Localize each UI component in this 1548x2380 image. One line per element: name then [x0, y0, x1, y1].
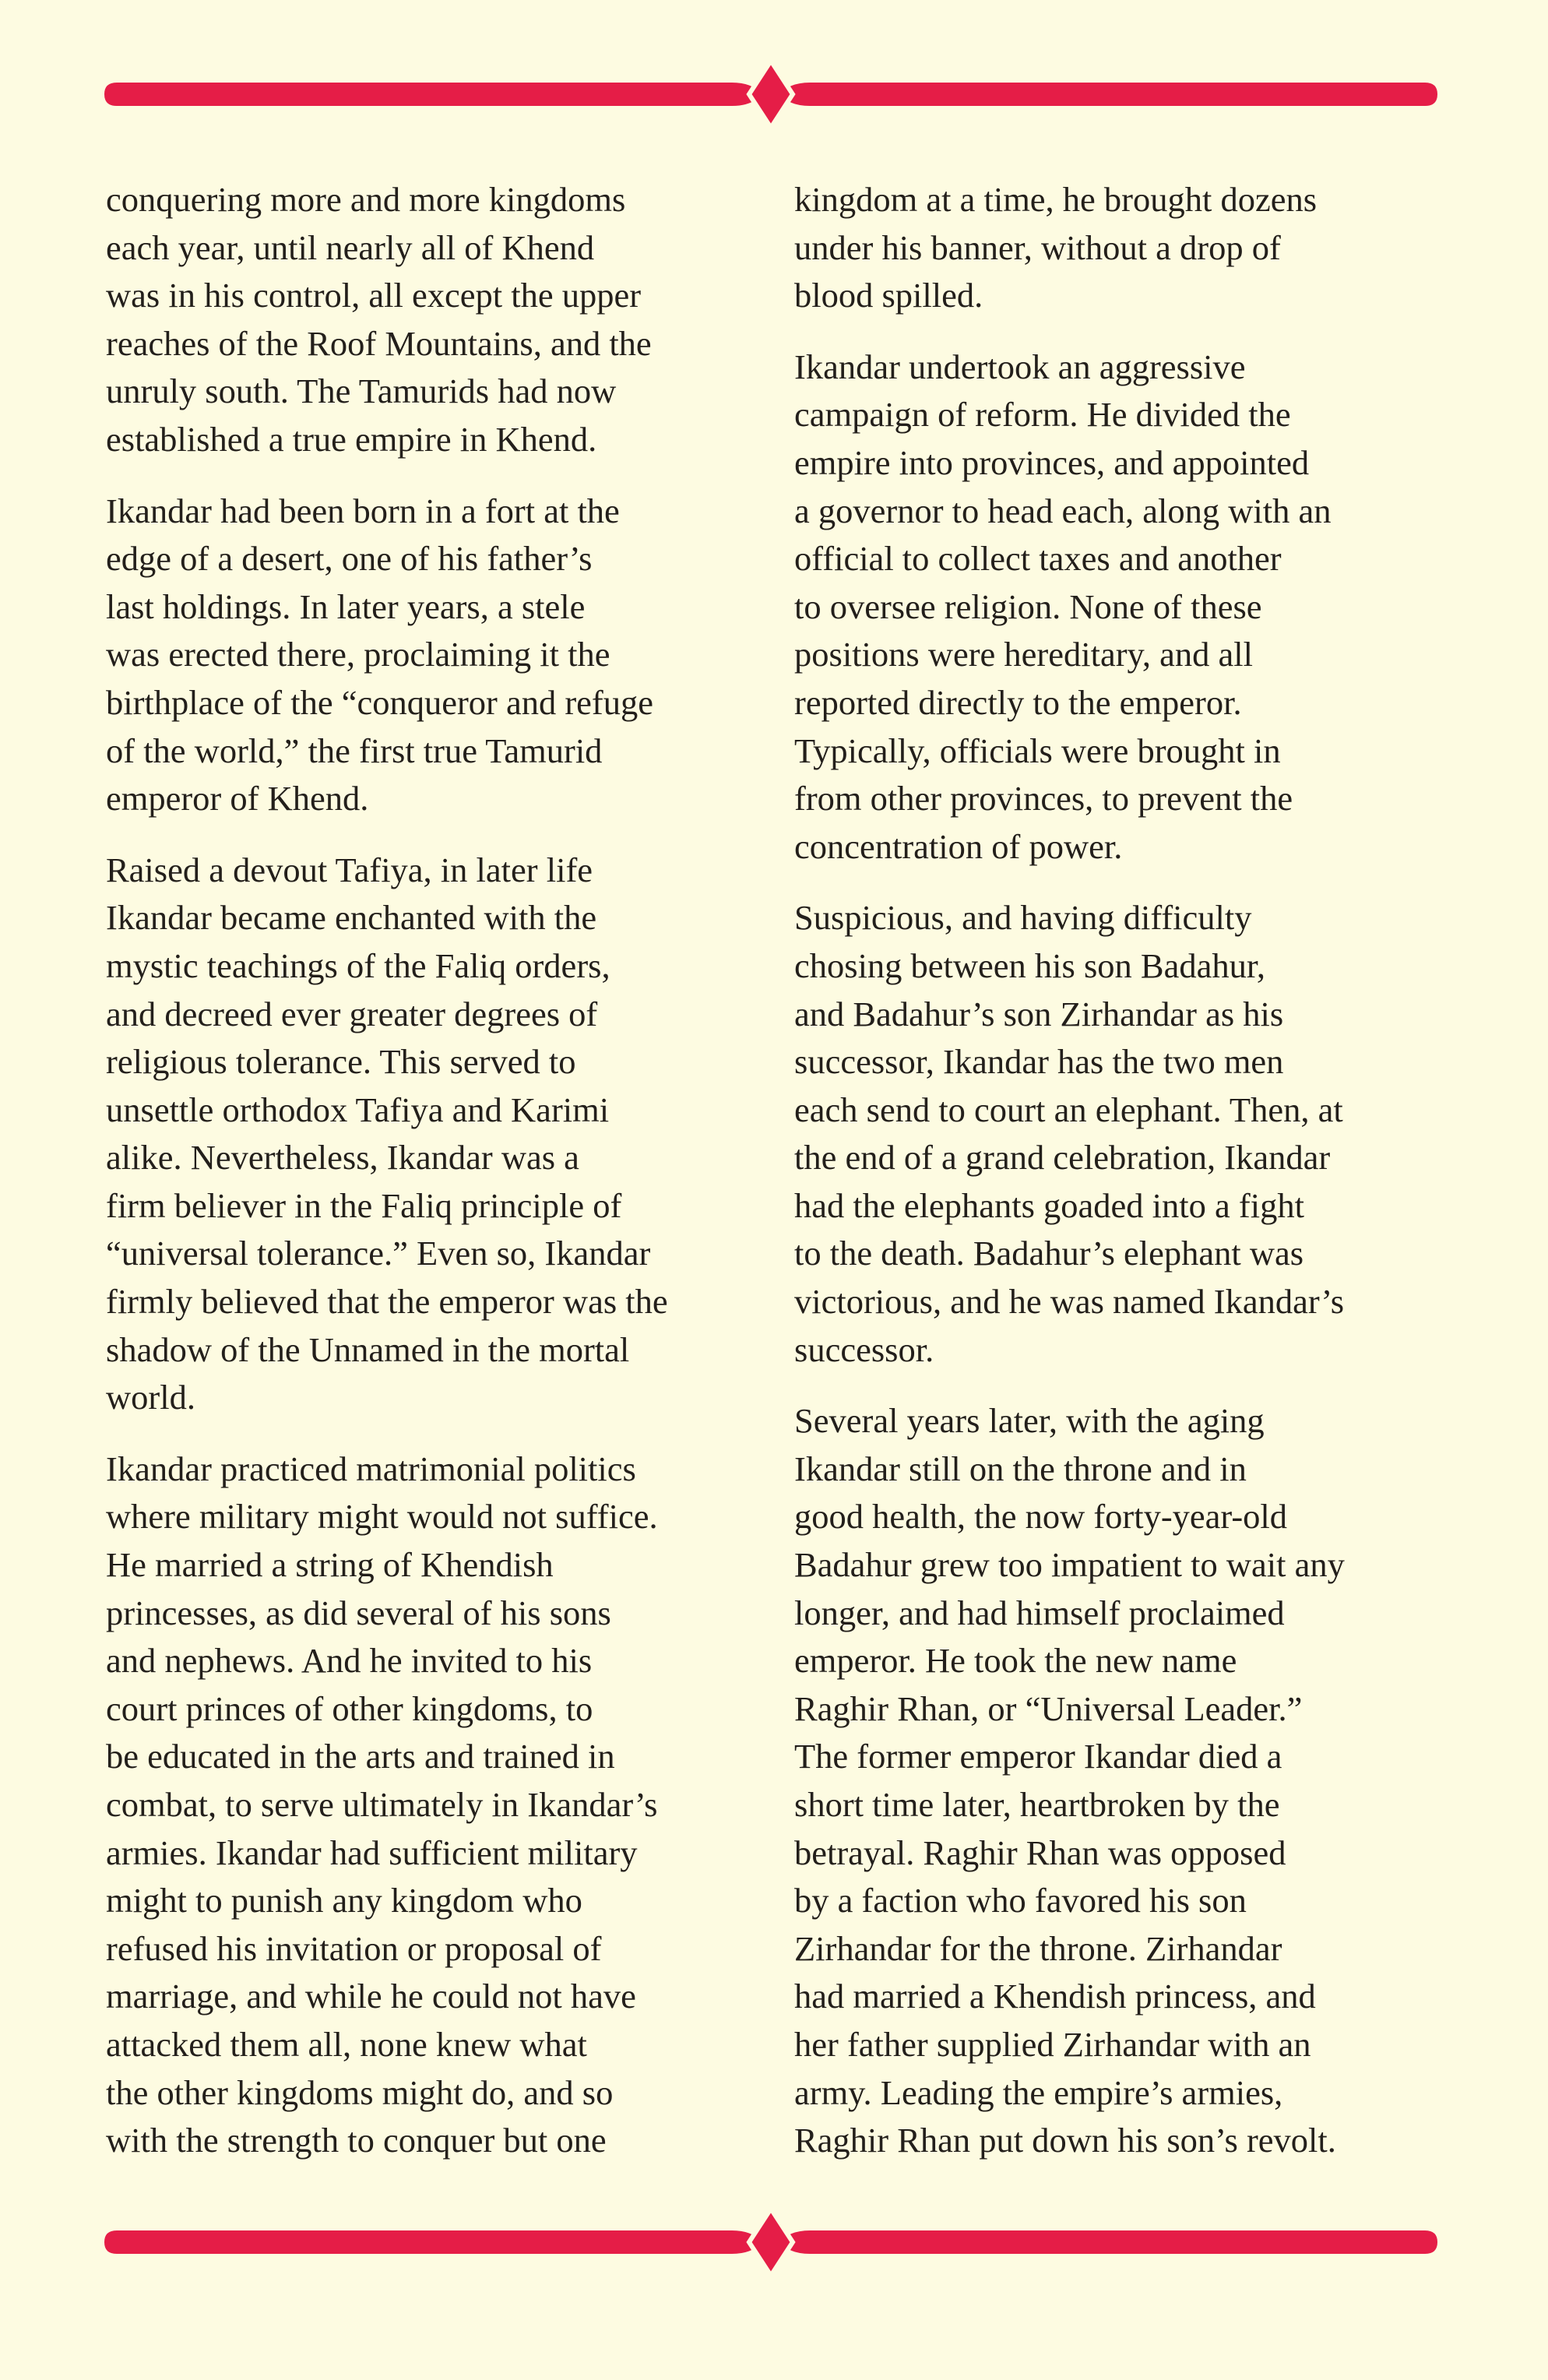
- text-line: a governor to head each, along with an: [794, 491, 1332, 530]
- text-line: religious tolerance. This served to: [106, 1042, 576, 1082]
- text-line: and nephews. And he invited to his: [106, 1641, 593, 1681]
- text-line: Suspicious, and having difficulty: [794, 898, 1252, 938]
- text-line: alike. Nevertheless, Ikandar was a: [106, 1138, 579, 1178]
- text-line: Raised a devout Tafiya, in later life: [106, 850, 593, 889]
- rule-ornament: [104, 2209, 1437, 2276]
- text-line: campaign of reform. He divided the: [794, 395, 1291, 435]
- text-line: Ikandar undertook an aggressive: [794, 347, 1246, 386]
- text-line: where military might would not suffice.: [106, 1497, 658, 1537]
- text-line: refused his invitation or proposal of: [106, 1928, 602, 1968]
- paragraph: [106, 176, 768, 464]
- text-line: each year, until nearly all of Khend: [106, 227, 595, 267]
- text-line: chosing between his son Badahur,: [794, 945, 1266, 985]
- text-line: successor, Ikandar has the two men: [794, 1042, 1284, 1082]
- text-line: Typically, officials were brought in: [794, 731, 1281, 770]
- text-line: emperor. He took the new name: [794, 1641, 1237, 1681]
- top-ornamental-rule: [0, 59, 1548, 129]
- paragraph: [106, 847, 768, 1422]
- text-line: be educated in the arts and trained in: [106, 1737, 615, 1776]
- text-line: from other provinces, to prevent the: [794, 779, 1293, 819]
- text-line: He married a string of Khendish: [106, 1545, 554, 1585]
- text-line: mystic teachings of the Faliq orders,: [106, 945, 610, 985]
- text-line: each send to court an elephant. Then, at: [794, 1090, 1343, 1129]
- text-line: reaches of the Roof Mountains, and the: [106, 323, 652, 363]
- text-line: last holdings. In later years, a stele: [106, 586, 586, 626]
- text-line: concentration of power.: [794, 826, 1123, 866]
- paragraph: [106, 488, 768, 823]
- text-line: court princes of other kingdoms, to: [106, 1688, 593, 1728]
- text-line: unsettle orthodox Tafiya and Karimi: [106, 1090, 610, 1129]
- paragraph: [794, 1397, 1456, 2165]
- text-line: Badahur grew too impatient to wait any: [794, 1545, 1345, 1585]
- text-line: firmly believed that the emperor was the: [106, 1282, 668, 1322]
- text-line: and Badahur’s son Zirhandar as his: [794, 994, 1284, 1033]
- paragraph: [106, 1445, 768, 2165]
- text-line: was erected there, proclaiming it the: [106, 635, 610, 674]
- paragraph: [794, 894, 1456, 1374]
- text-line: The former emperor Ikandar died a: [794, 1737, 1282, 1776]
- text-line: Ikandar practiced matrimonial politics: [106, 1449, 636, 1488]
- text-line: betrayal. Raghir Rhan was opposed: [794, 1833, 1286, 1872]
- text-line: firm believer in the Faliq principle of: [106, 1185, 622, 1225]
- text-line: shadow of the Unnamed in the mortal: [106, 1329, 630, 1369]
- text-line: princesses, as did several of his sons: [106, 1593, 611, 1632]
- text-line: Ikandar still on the throne and in: [794, 1449, 1247, 1488]
- text-line: unruly south. The Tamurids had now: [106, 371, 617, 411]
- text-line: to oversee religion. None of these: [794, 586, 1262, 626]
- right-column: [794, 176, 1456, 2188]
- text-line: kingdom at a time, he brought dozens: [794, 180, 1318, 219]
- text-line: emperor of Khend.: [106, 779, 369, 819]
- text-line: under his banner, without a drop of: [794, 227, 1281, 267]
- text-line: by a faction who favored his son: [794, 1881, 1247, 1921]
- text-line: to the death. Badahur’s elephant was: [794, 1234, 1304, 1273]
- text-line: was in his control, all except the upper: [106, 276, 642, 315]
- text-line: her father supplied Zirhandar with an: [794, 2024, 1311, 2064]
- text-line: successor.: [794, 1329, 934, 1369]
- text-line: Raghir Rhan put down his son’s revolt.: [794, 2121, 1336, 2160]
- text-line: established a true empire in Khend.: [106, 419, 597, 459]
- text-line: birthplace of the “conqueror and refuge: [106, 682, 654, 722]
- paragraph: [794, 343, 1456, 871]
- text-line: Ikandar became enchanted with the: [106, 898, 597, 938]
- text-line: Zirhandar for the throne. Zirhandar: [794, 1928, 1282, 1968]
- text-line: Ikandar had been born in a fort at the: [106, 491, 620, 530]
- text-line: edge of a desert, one of his father’s: [106, 539, 593, 579]
- text-line: world.: [106, 1378, 195, 1417]
- text-line: marriage, and while he could not have: [106, 1977, 636, 2016]
- text-line: victorious, and he was named Ikandar’s: [794, 1282, 1345, 1322]
- text-line: Several years later, with the aging: [794, 1401, 1265, 1441]
- text-line: good health, the now forty-year-old: [794, 1497, 1288, 1537]
- paragraph: [794, 176, 1456, 320]
- text-line: Raghir Rhan, or “Universal Leader.”: [794, 1688, 1303, 1728]
- text-line: armies. Ikandar had sufficient military: [106, 1833, 638, 1872]
- left-column: [106, 176, 768, 2188]
- text-line: positions were hereditary, and all: [794, 635, 1254, 674]
- text-line: might to punish any kingdom who: [106, 1881, 582, 1921]
- text-line: empire into provinces, and appointed: [794, 442, 1310, 482]
- text-line: with the strength to conquer but one: [106, 2121, 607, 2160]
- bottom-ornamental-rule: [0, 2207, 1548, 2277]
- text-line: blood spilled.: [794, 276, 983, 315]
- text-line: had the elephants goaded into a fight: [794, 1185, 1304, 1225]
- text-line: conquering more and more kingdoms: [106, 180, 626, 219]
- text-line: short time later, heartbroken by the: [794, 1785, 1280, 1824]
- text-line: combat, to serve ultimately in Ikandar’s: [106, 1785, 658, 1824]
- text-line: of the world,” the first true Tamurid: [106, 731, 603, 770]
- text-line: the end of a grand celebration, Ikandar: [794, 1138, 1331, 1178]
- text-line: “universal tolerance.” Even so, Ikandar: [106, 1234, 651, 1273]
- text-line: attacked them all, none knew what: [106, 2024, 587, 2064]
- text-line: the other kingdoms might do, and so: [106, 2072, 614, 2112]
- text-line: reported directly to the emperor.: [794, 682, 1242, 722]
- text-line: had married a Khendish princess, and: [794, 1977, 1316, 2016]
- text-line: army. Leading the empire’s armies,: [794, 2072, 1283, 2112]
- rule-ornament: [104, 61, 1437, 128]
- text-line: official to collect taxes and another: [794, 539, 1282, 579]
- text-line: and decreed ever greater degrees of: [106, 994, 598, 1033]
- text-line: longer, and had himself proclaimed: [794, 1593, 1285, 1632]
